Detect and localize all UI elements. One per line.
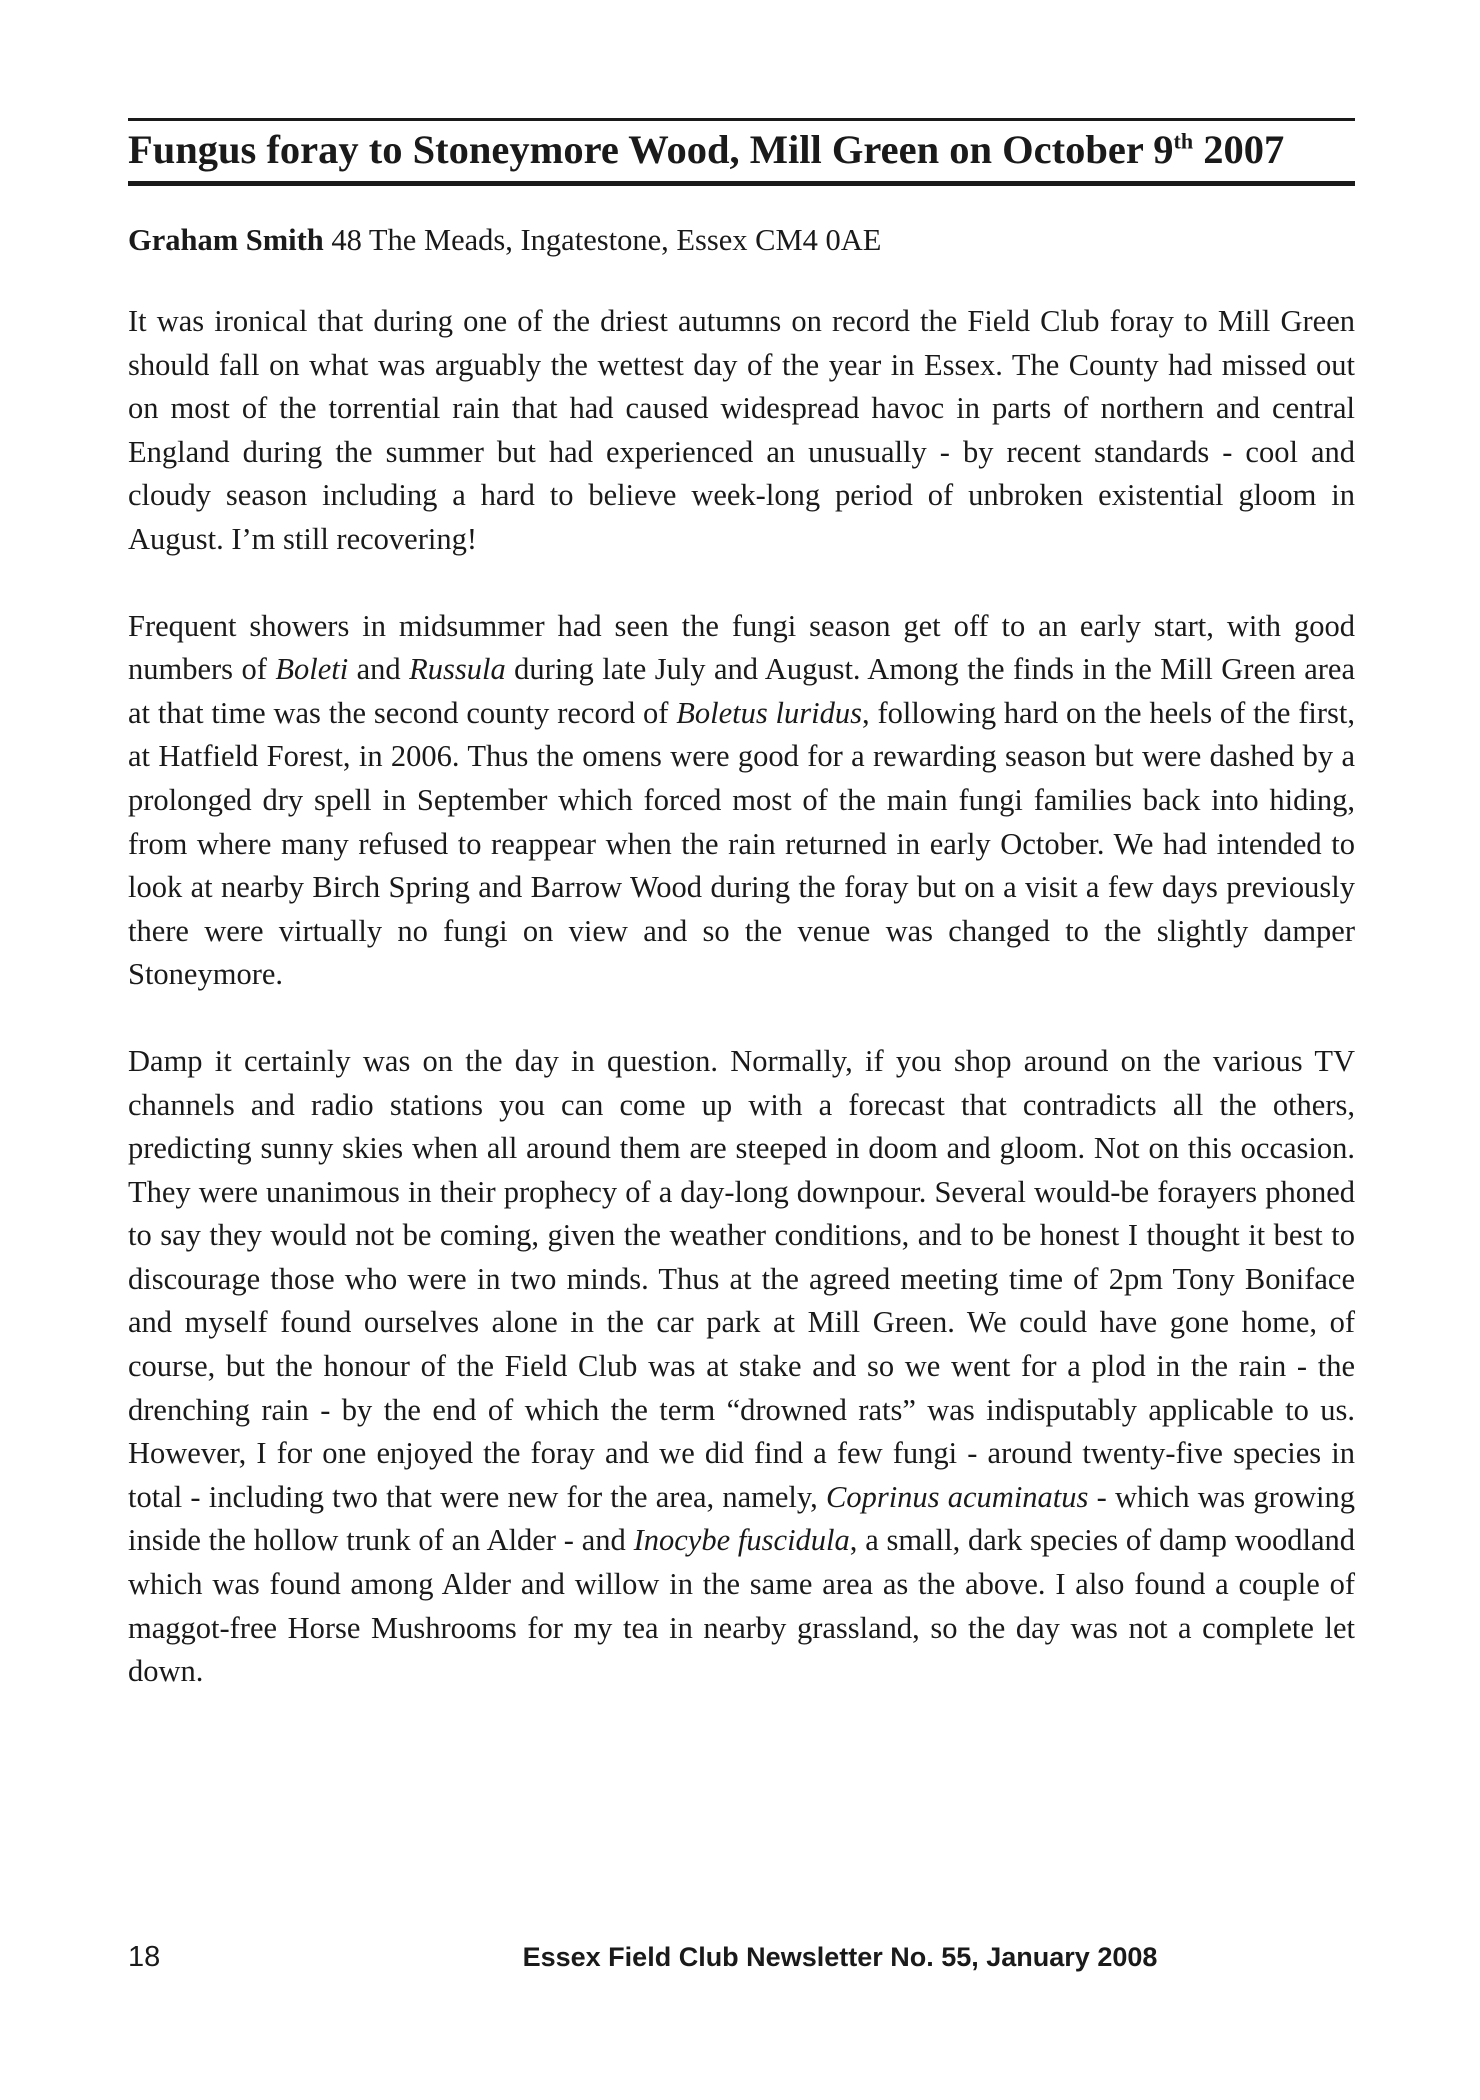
title-year: 2007 [1193, 127, 1285, 172]
paragraph-2-text-c: during late July and August. Among the finds in the Mill Green area at that time was the second county record of [128, 652, 1355, 730]
author-address: 48 The Meads, Ingatestone, Essex CM4 0AE [323, 223, 882, 257]
paragraph-3-text-c: , a small, dark species of damp woodland which was found among Alder and willow in the same area as the above. I also found a couple of maggot-free Horse Mushrooms for my tea in nearby grassland, so the day was not a complete let down. [128, 1523, 1355, 1689]
paragraph-2-text-b: and [348, 652, 410, 687]
species-inocybe-fuscidula: Inocybe fuscidula [633, 1523, 850, 1558]
title-ordinal-suffix: th [1173, 128, 1194, 154]
article-title [128, 127, 1355, 174]
title-top-rule [128, 118, 1355, 121]
article-header [128, 118, 1355, 186]
paragraph-2-text-a: Frequent showers in midsummer had seen the fungi season get off to an early start, with good numbers of [128, 608, 1355, 687]
page-number: 18 [128, 1941, 161, 1973]
paragraph-2-text-d: , following hard on the heels of the first, at Hatfield Forest, in 2006. Thus the omens were good for a rewarding season but were dashed by a prolonged dry spell in September which forced most of the main fungi families back into hiding, from where many refused to reappear when the rain returned in early October. We had intended to look at nearby Birch Spring and Barrow Wood during the foray but on a visit a few days previously there were virtually no fungi on view and so the venue was changed to the slightly damper Stoneymore. [128, 695, 1356, 992]
publication-footer: Essex Field Club Newsletter No. 55, January 2008 [522, 1942, 1158, 1972]
species-boleti: Boleti [275, 652, 349, 687]
paragraph-2 [128, 605, 1355, 997]
paragraph-3 [128, 1040, 1355, 1694]
author-line [128, 218, 1355, 262]
paragraph-3-text-a: Damp it certainly was on the day in question. Normally, if you shop around on the various TV channels and radio stations you can come up with a forecast that contradicts all the others, predicting sunny skies when all around them are steeped in doom and gloom. Not on this occasion. They were unanimous in their prophecy of a day-long downpour. Several would-be forayers phoned to say they would not be coming, given the weather conditions, and to be honest I thought it best to discourage those who were in two minds. Thus at the agreed meeting time of 2pm Tony Boniface and myself found ourselves alone in the car park at Mill Green. We could have gone home, of course, but the honour of the Field Club was at stake and so we went for a plod in the rain - the drenching rain - by the end of which the term “drowned rats” was indisputably applicable to us. However, I for one enjoyed the foray and we did find a few fungi - around twenty-five species in total - including two that were new for the area, namely, [128, 1043, 1355, 1514]
species-boletus-luridus: Boletus luridus [676, 695, 862, 730]
author-name: Graham Smith [128, 223, 324, 257]
paragraph-1: It was ironical that during one of the driest autumns on record the Field Club foray to Mill Green should fall on what was arguably the wettest day of the year in Essex. The County had missed out on most of the torrential rain that had caused widespread havoc in parts of northern and central England during the summer but had experienced an unusually - by recent standards - cool and cloudy season including a hard to believe week-long period of unbroken existential gloom in August. I’m still recovering! [128, 304, 1355, 556]
species-coprinus-acuminatus: Coprinus acuminatus [826, 1479, 1089, 1514]
title-bottom-rule [128, 181, 1355, 186]
title-main: Fungus foray to Stoneymore Wood, Mill Green on October 9 [128, 127, 1174, 172]
species-russula: Russula [409, 652, 506, 687]
article-body [128, 300, 1355, 1737]
paragraph-3-text-b: - which was growing inside the hollow trunk of an Alder - and [128, 1479, 1355, 1558]
